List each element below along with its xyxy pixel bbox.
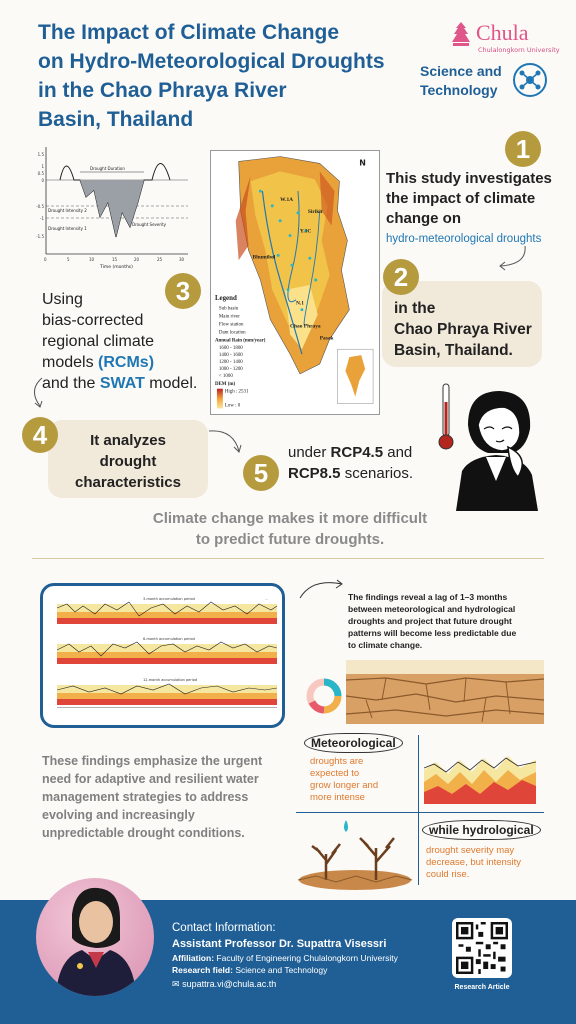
- meteorological-label: Meteorological: [304, 733, 403, 753]
- contact-field-row: [172, 965, 432, 975]
- place-w1a: W.1A: [280, 196, 294, 203]
- step-1-line: This study investigates: [386, 170, 552, 187]
- timeseries-row: [57, 597, 277, 624]
- legend-item: Dam location: [218, 330, 246, 336]
- step-5-badge: 5: [243, 455, 279, 491]
- step-4-line: It analyzes: [90, 432, 166, 449]
- x-tick: 0: [44, 257, 47, 262]
- meteorological-text: [310, 756, 415, 804]
- dry-trees-illustration: [296, 818, 414, 892]
- grid-divider-v: [418, 735, 419, 885]
- step-3-text-part: model.: [144, 375, 198, 392]
- tagline-line: to predict future droughts.: [195, 531, 385, 548]
- step-2-text: [394, 298, 544, 361]
- legend-item: Flow station: [218, 322, 244, 328]
- legend-item: DEM (m): [214, 381, 236, 387]
- x-tick-labels: [44, 257, 185, 262]
- intensity2-label: Drought Intensity 2: [48, 208, 87, 213]
- basin-map: [210, 150, 380, 415]
- affiliation-label: Affiliation:: [172, 953, 215, 963]
- section-divider: [32, 558, 544, 559]
- panel-title: 6-month accumulation period: [143, 637, 195, 641]
- poster-title: [38, 18, 418, 134]
- step-3-badge: 3: [165, 273, 201, 309]
- place-pasak: Pasak: [319, 335, 334, 342]
- qr-label: Research Article: [454, 984, 510, 991]
- rcms-highlight: (RCMs): [98, 354, 155, 371]
- intensity1-label: Drought Intensity 1: [48, 226, 87, 231]
- y-tick: -0.5: [36, 204, 44, 209]
- science-text: Science and: [420, 63, 502, 79]
- hydrological-line: could rise.: [426, 869, 470, 880]
- title-line-2: on Hydro-Meteorological Droughts: [38, 50, 385, 73]
- x-tick: 15: [112, 257, 118, 262]
- technology-text: Technology: [420, 82, 498, 98]
- chula-crest-icon: [448, 20, 474, 50]
- step-5-line: [288, 463, 438, 484]
- emphasis-line: evolving and increasingly: [42, 808, 195, 822]
- step-1-badge: 1: [505, 131, 541, 167]
- findings-line: patterns will become less predictable due: [348, 628, 517, 638]
- basin-map-figure: [211, 151, 379, 414]
- x-tick: 5: [67, 257, 70, 262]
- contact-email-row[interactable]: [172, 979, 432, 990]
- step-5-text-part: and: [383, 444, 413, 461]
- legend-item: Main river: [218, 314, 240, 320]
- chula-wordmark: Chula: [476, 20, 529, 45]
- y-tick: 1.5: [37, 152, 44, 157]
- step-3-text-part: and the: [42, 375, 100, 392]
- qr-code-icon: [456, 922, 508, 974]
- timeseries-row: [57, 637, 277, 664]
- step-5-text-part: under: [288, 444, 331, 461]
- intensity-area-chart-icon: [424, 750, 536, 804]
- step-2-badge: 2: [383, 259, 419, 295]
- x-tick: 30: [179, 257, 185, 262]
- emphasis-line: management strategies to address: [42, 790, 249, 804]
- emphasis-line: These findings emphasize the urgent: [42, 754, 263, 768]
- legend-item: < 1000: [218, 373, 233, 379]
- legend-item: Sub basin: [218, 306, 239, 312]
- curve-arrow-icon: [28, 376, 48, 412]
- cracked-earth-image: [346, 660, 544, 724]
- chula-subtitle: Chulalongkorn University: [478, 46, 560, 54]
- field-label: Research field:: [172, 965, 233, 975]
- timeseries-axis: [57, 707, 277, 708]
- place-y1c: Y.1C: [299, 228, 312, 235]
- title-line-1: The Impact of Climate Change: [38, 21, 340, 44]
- avatar: [36, 878, 154, 996]
- rcp45-highlight: RCP4.5: [330, 444, 384, 461]
- step-4-line: characteristics: [75, 474, 181, 491]
- email-icon: ✉: [172, 979, 180, 989]
- panel-title: 12-month accumulation period: [143, 678, 198, 682]
- step-3-line: Using: [42, 291, 83, 308]
- step-4-badge: 4: [22, 417, 58, 453]
- y-tick: 0: [41, 178, 44, 183]
- meteorological-line: expected to: [310, 768, 360, 779]
- rcp85-highlight: RCP8.5: [288, 465, 341, 482]
- field-value: Science and Technology: [235, 965, 328, 975]
- legend-item: Low : 0: [224, 403, 241, 409]
- contact-name: Assistant Professor Dr. Supattra Visessri: [172, 938, 387, 950]
- emphasis-line: need for adaptive and resilient water: [42, 772, 259, 786]
- findings-line: to climate change.: [348, 640, 423, 650]
- duration-label: Drought Duration: [90, 166, 125, 171]
- legend-item: 1000 - 1200: [218, 366, 243, 372]
- y-tick: -1.5: [36, 234, 44, 239]
- meteorological-line: grow longer and: [310, 780, 379, 791]
- email-link[interactable]: supattra.vi@chula.ac.th: [182, 979, 277, 989]
- hydrological-label: while hydrological: [422, 820, 541, 840]
- hydrological-line: decrease, but intensity: [426, 857, 522, 868]
- step-4-text: [48, 430, 208, 493]
- step-2-line: in the: [394, 300, 436, 317]
- step-3-text: [42, 289, 212, 394]
- step-5-text-part: scenarios.: [340, 465, 414, 482]
- donut-icon: [304, 676, 344, 716]
- x-tick: 20: [134, 257, 140, 262]
- y-tick: 0.5: [37, 171, 44, 176]
- step-3-line: [42, 352, 212, 373]
- emphasis-text: [42, 752, 292, 842]
- step-3-text-part: models: [42, 354, 99, 371]
- contact-info: [172, 922, 432, 990]
- legend-item: Annual Rain (mm/year): [214, 338, 266, 344]
- meteorological-line: more intense: [310, 792, 365, 803]
- title-line-4: Basin, Thailand: [38, 108, 194, 131]
- y-tick-labels: [36, 152, 44, 239]
- affiliation-value: Faculty of Engineering Chulalongkorn University: [216, 953, 398, 963]
- place-sirikit: Sirikit: [307, 208, 323, 215]
- x-tick: 10: [89, 257, 95, 262]
- x-axis-label: Time (months): [100, 265, 133, 270]
- hydrological-line: drought severity may: [426, 845, 515, 856]
- contact-heading: Contact Information:: [172, 922, 276, 934]
- step-2-line: Basin, Thailand.: [394, 342, 513, 359]
- thinking-person-illustration: [448, 385, 544, 513]
- emphasis-line: unpredictable drought conditions.: [42, 826, 245, 840]
- panel-title: 3-month accumulation period: [143, 597, 195, 601]
- north-arrow-icon: N: [359, 158, 366, 168]
- legend-item: 1200 - 1400: [218, 360, 243, 366]
- severity-label: Drought Severity: [132, 222, 167, 227]
- legend-item: 1600 - 1800: [218, 346, 243, 352]
- grid-divider-h: [296, 812, 544, 813]
- legend-item: High : 2531: [224, 389, 249, 395]
- place-chao-phraya: Chao Phraya: [290, 323, 321, 330]
- findings-line: droughts and project that future drought: [348, 616, 512, 626]
- science-technology-logo: [420, 62, 550, 102]
- place-n1: N.1: [295, 300, 304, 307]
- y-tick: -1: [40, 216, 44, 221]
- step-1-line: the impact of climate: [386, 190, 536, 207]
- legend-mark: —: [265, 597, 268, 601]
- step-3-line: [42, 373, 212, 394]
- x-tick: 25: [157, 257, 163, 262]
- tagline-line: Climate change makes it more difficult: [152, 510, 428, 527]
- molecule-icon: [512, 62, 548, 98]
- person-portrait: [36, 878, 154, 996]
- step-5-text: [288, 442, 438, 484]
- contact-affiliation-row: [172, 953, 432, 963]
- findings-text: [348, 591, 548, 651]
- y-tick: 1: [41, 164, 44, 169]
- spi-timeseries-figure: [43, 586, 282, 725]
- findings-line: The findings reveal a lag of 1–3 months: [348, 592, 508, 602]
- drought-concept-chart: [30, 142, 190, 272]
- step-1-highlight: hydro-meteorological droughts: [386, 233, 542, 245]
- step-4-line: drought: [99, 453, 157, 470]
- step-5-line: [288, 442, 438, 463]
- swat-highlight: SWAT: [99, 375, 145, 392]
- place-bhumibol: Bhumibol: [252, 254, 276, 261]
- step-1-text: [386, 169, 566, 249]
- meteorological-line: droughts are: [310, 756, 364, 767]
- step-1-line: change on: [386, 210, 462, 227]
- tagline: [120, 508, 460, 550]
- title-line-3: in the Chao Phraya River: [38, 79, 287, 102]
- curve-arrow-icon: [207, 427, 243, 457]
- spi-timeseries-panel: [40, 583, 285, 728]
- findings-line: between meteorological and hydrological: [348, 604, 516, 614]
- legend-title: Legend: [214, 294, 237, 302]
- legend-item: 1400 - 1600: [218, 353, 243, 359]
- step-2-line: Chao Phraya River: [394, 321, 532, 338]
- qr-code[interactable]: [452, 918, 512, 978]
- curve-arrow-icon: [296, 576, 346, 602]
- timeseries-row: [57, 678, 277, 708]
- step-3-line: regional climate: [42, 333, 155, 350]
- curve-arrow-icon: [495, 244, 535, 274]
- hydrological-text: [426, 845, 546, 881]
- step-3-line: bias-corrected: [42, 312, 144, 329]
